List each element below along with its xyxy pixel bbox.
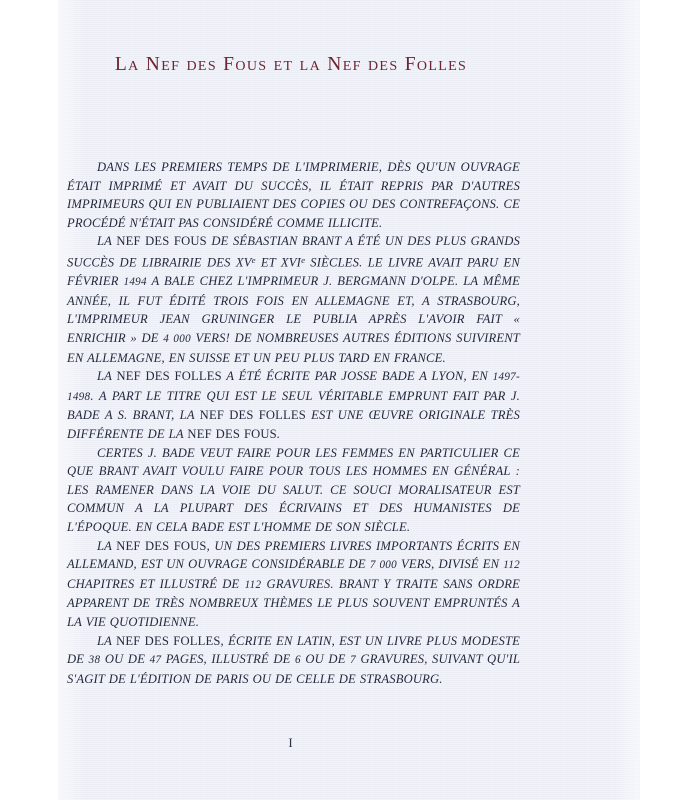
text-run: LA: [97, 633, 117, 648]
text-run: GRAVURES, SUIVANT QU'IL S'AGIT DE L'ÉDITION DE PARIS OU DE CELLE DE STRASBOURG.: [67, 652, 521, 686]
text-run: LA: [97, 538, 117, 553]
work-title-run: NEF DES FOUS: [116, 538, 207, 553]
page-title: La Nef des Fous et la Nef des Folles: [114, 54, 468, 75]
ordinal-superscript: e: [301, 254, 305, 265]
text-run: VERS! DE NOMBREUSES AUTRES ÉDITIONS SUIVIRENT EN ALLEMAGNE, EN SUISSE ET UN PEU PLUS TARD EN FRANCE.: [67, 331, 520, 365]
folio-page-number: I: [288, 735, 294, 750]
work-title-run: NEF DES FOLLES: [116, 633, 221, 648]
text-run: LA: [97, 234, 117, 249]
text-run: A BALE CHEZ L'IMPRIMEUR J. BERGMANN D'OLPE. LA MÊME ANNÉE, IL FUT ÉDITÉ TROIS FOIS EN ALLEMAGNE ET, A STRASBOURG, L'IMPRIMEUR JEAN GRUNINGER LE PUBLIA APRÈS L'AVOIR FAIT « ENRICHIR » DE: [67, 274, 520, 346]
paragraph: [67, 632, 520, 689]
text-run: DE SÉBASTIAN BRANT A ÉTÉ UN DES PLUS GRANDS SUCCÈS DE LIBRAIRIE DES XV: [67, 234, 520, 270]
work-title-run: NEF DES FOUS: [116, 234, 207, 249]
oldstyle-number: 1494: [123, 276, 147, 289]
text-run: A ÉTÉ ÉCRITE PAR JOSSE BADE A LYON, EN: [221, 369, 493, 384]
text-run: OU DE: [300, 652, 351, 667]
text-run: OU DE: [100, 652, 150, 667]
text-run: VERS, DIVISÉ EN: [397, 557, 504, 572]
oldstyle-number: 7 000: [369, 559, 397, 572]
text-run: ET XVI: [255, 255, 302, 270]
text-run: .: [276, 427, 281, 442]
work-title-run: NEF DES FOLLES: [199, 408, 306, 423]
text-run: EST UNE ŒUVRE ORIGINALE TRÈS DIFFÉRENTE DE LA: [67, 408, 521, 442]
oldstyle-number: 112: [244, 578, 262, 591]
text-run: . A PART LE TITRE QUI EST LE SEUL VÉRITABLE EMPRUNT FAIT PAR J. BADE A S. BRANT, LA: [67, 388, 520, 423]
text-run: SIÈCLES. LE LIVRE AVAIT PARU EN FÉVRIER: [67, 255, 520, 289]
text-run: , UN DES PREMIERS LIVRES IMPORTANTS ÉCRITS EN ALLEMAND, EST UN OUVRAGE CONSIDÉRABLE DE: [67, 538, 520, 572]
work-title-run: NEF DES FOUS: [187, 427, 277, 442]
paragraph: [67, 444, 520, 537]
text-run: PAGES, ILLUSTRÉ DE: [161, 652, 295, 667]
body-text: [67, 158, 520, 688]
paragraph: [67, 537, 520, 632]
text-run: CHAPITRES ET ILLUSTRÉ DE: [67, 576, 245, 591]
ordinal-superscript: e: [251, 254, 256, 265]
oldstyle-number: 38: [88, 654, 101, 667]
paragraph: [67, 232, 520, 367]
work-title-run: NEF DES FOLLES: [116, 369, 222, 384]
text-run: LA: [97, 369, 117, 384]
paragraph: [67, 158, 520, 232]
text-run: , ÉCRITE EN LATIN, EST UN LIVRE PLUS MODESTE DE: [67, 633, 520, 667]
text-run: GRAVURES. BRANT Y TRAITE SANS ORDRE APPARENT DE TRÈS NOMBREUX THÈMES LE PLUS SOUVENT EMPRUNTÉS A LA VIE QUOTIDIENNE.: [67, 576, 520, 629]
oldstyle-number: 7: [350, 654, 356, 667]
oldstyle-number: 6: [295, 654, 301, 667]
text-run: CERTES J. BADE VEUT FAIRE POUR LES FEMMES EN PARTICULIER CE QUE BRANT AVAIT VOULU FAIRE POUR TOUS LES HOMMES EN GÉNÉRAL : LES RAMENER DANS LA VOIE DU SALUT. CE SOUCI MORALISATEUR EST COMMUN A LA PLUPART DES ÉCRIVAINS ET DES HUMANISTES DE L'ÉPOQUE. EN CELA BADE EST L'HOMME DE SON SIÈCLE.: [67, 445, 520, 534]
oldstyle-number: 47: [149, 654, 162, 667]
oldstyle-number: 4 000: [163, 333, 191, 346]
paragraph: [67, 367, 520, 443]
oldstyle-number: 112: [503, 559, 520, 572]
text-run: DANS LES PREMIERS TEMPS DE L'IMPRIMERIE, DÈS QU'UN OUVRAGE ÉTAIT IMPRIMÉ ET AVAIT DU SUCCÈS, IL ÉTAIT REPRIS PAR D'AUTRES IMPRIMEURS QUI EN PUBLIAIENT DES COPIES OU DES CONTREFAÇONS. CE PROCÉDÉ N'ÉTAIT PAS CONSIDÉRÉ COMME ILLICITE.: [67, 160, 520, 230]
oldstyle-number: 1497-1498: [67, 371, 520, 403]
